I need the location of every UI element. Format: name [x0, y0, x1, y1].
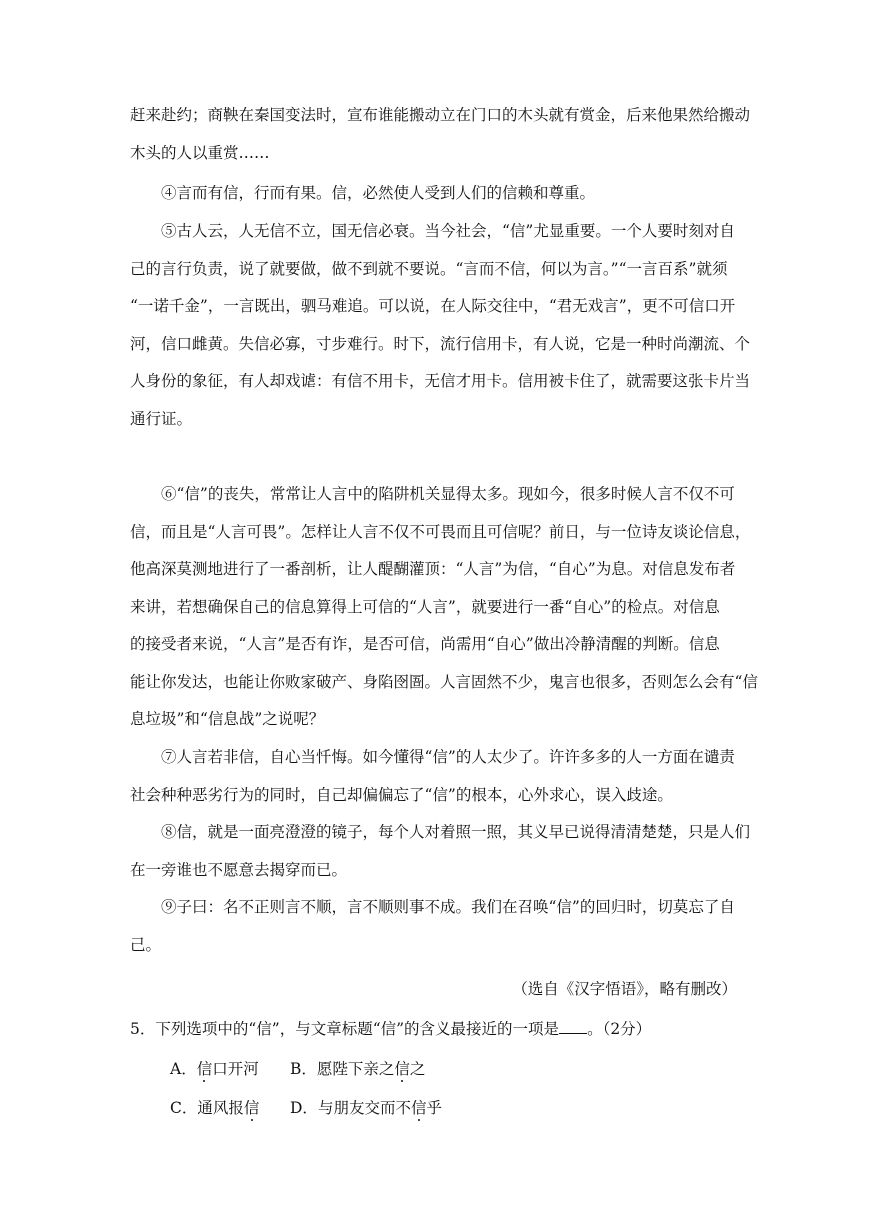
option-prefix: D．	[290, 1099, 318, 1117]
text-line: ⑧信，就是一面亮澄澄的镜子，每个人对着照一照，其义早已说得清清楚楚，只是人们	[161, 823, 751, 841]
paragraph-7	[130, 739, 740, 814]
text-line: 木头的人以重赏……	[130, 143, 270, 162]
text-line: “一诺千金”，一言既出，驷马难追。可以说，在人际交往中，“君无戏言”，更不可信口开	[130, 297, 736, 315]
text-line: 人身份的象征，有人却戏谑：有信不用卡，无信才用卡。信用被卡住了，就需要这张卡片当	[130, 372, 751, 390]
option-c[interactable]	[170, 1097, 259, 1119]
emphasis-char: 信	[196, 1060, 213, 1078]
emphasis-char: 信	[410, 1099, 427, 1117]
text-line: 河，信口雌黄。失信必寡，寸步难行。时下，流行信用卡，有人说，它是一种时尚潮流、个	[130, 334, 751, 353]
option-prefix: A．	[170, 1060, 197, 1078]
text-line: 在一旁谁也不愿意去揭穿而已。	[130, 860, 348, 879]
paragraph-4	[130, 175, 740, 213]
answer-blank[interactable]	[559, 1019, 587, 1034]
text-line: 的接受者来说，“人言”是否有诈，是否可信，尚需用“自心”做出冷静清醒的判断。信息	[130, 635, 720, 653]
option-text-before: 愿陛下亲之	[316, 1060, 395, 1078]
option-text-after: 口开河	[212, 1060, 259, 1078]
text-line: 息垃圾”和“信息战”之说呢？	[130, 710, 325, 728]
option-text-after: 之	[409, 1060, 426, 1078]
text-line: ⑤古人云，人无信不立，国无信必衰。当今社会，“信”尤显重要。一个人要时刻对自	[161, 222, 735, 240]
text-line: 他高深莫测地进行了一番剖析，让人醍醐灌顶：“人言”为信，“自心”为息。对信息发布者	[130, 560, 736, 578]
question-text: 5．下列选项中的“信”，与文章标题“信”的含义最接近的一项是	[130, 1020, 560, 1038]
text-line: 通行证。	[130, 409, 193, 428]
text-line: 己。	[130, 935, 162, 954]
question-score: 。（2分）	[587, 1020, 652, 1038]
text-line: ⑥“信”的丧失，常常让人言中的陷阱机关显得太多。现如今，很多时候人言不仅不可	[161, 485, 735, 503]
emphasis-char: 信	[243, 1099, 260, 1117]
source-citation: （选自《汉字悟语》，略有删改）	[512, 980, 737, 998]
paragraph-6	[130, 476, 758, 739]
text-line: 能让你发达，也能让你败家破产、身陷囹圄。人言固然不少，鬼言也很多，否则怎么会有“信	[130, 672, 758, 691]
option-d[interactable]	[290, 1097, 442, 1119]
option-prefix: B．	[290, 1060, 317, 1078]
text-line	[130, 438, 740, 476]
paragraph-8	[130, 814, 751, 889]
text-line: ④言而有信，行而有果。信，必然使人受到人们的信赖和尊重。	[161, 184, 596, 202]
emphasis-char: 信	[394, 1060, 410, 1078]
option-b[interactable]	[290, 1058, 425, 1080]
text-line: 己的言行负责，说了就要做，做不到就不要说。“言而不信，何以为言。”“一言百系”就须	[130, 259, 728, 278]
paragraph-continued	[130, 97, 751, 172]
paragraph-9	[130, 889, 740, 964]
option-text-before: 通风报	[197, 1099, 244, 1117]
text-line: 信，而且是“人言可畏”。怎样让人言不仅不可畏而且可信呢？前日，与一位诗友谈论信息，	[130, 522, 751, 541]
text-line: 来讲，若想确保自己的信息算得上可信的“人言”，就要进行一番“自心”的检点。对信息	[130, 597, 720, 616]
text-line: ⑨子曰：名不正则言不顺，言不顺则事不成。我们在召唤“信”的回归时，切莫忘了自	[161, 898, 735, 916]
option-text-before: 与朋友交而不	[317, 1099, 411, 1117]
text-line: 赶来赴约；商鞅在秦国变法时，宣布谁能搬动立在门口的木头就有赏金，后来他果然给搬动	[130, 106, 751, 124]
text-line: 社会种种恶劣行为的同时，自己却偏偏忘了“信”的根本，心外求心，误入歧途。	[130, 785, 673, 804]
paragraph-5	[130, 213, 751, 513]
option-text-after: 乎	[426, 1099, 442, 1117]
option-prefix: C．	[170, 1099, 198, 1117]
text-line: ⑦人言若非信，自心当忏悔。如今懂得“信”的人太少了。许许多多的人一方面在谴责	[161, 748, 735, 766]
option-a[interactable]	[170, 1058, 259, 1080]
question-5-stem	[130, 1018, 651, 1040]
